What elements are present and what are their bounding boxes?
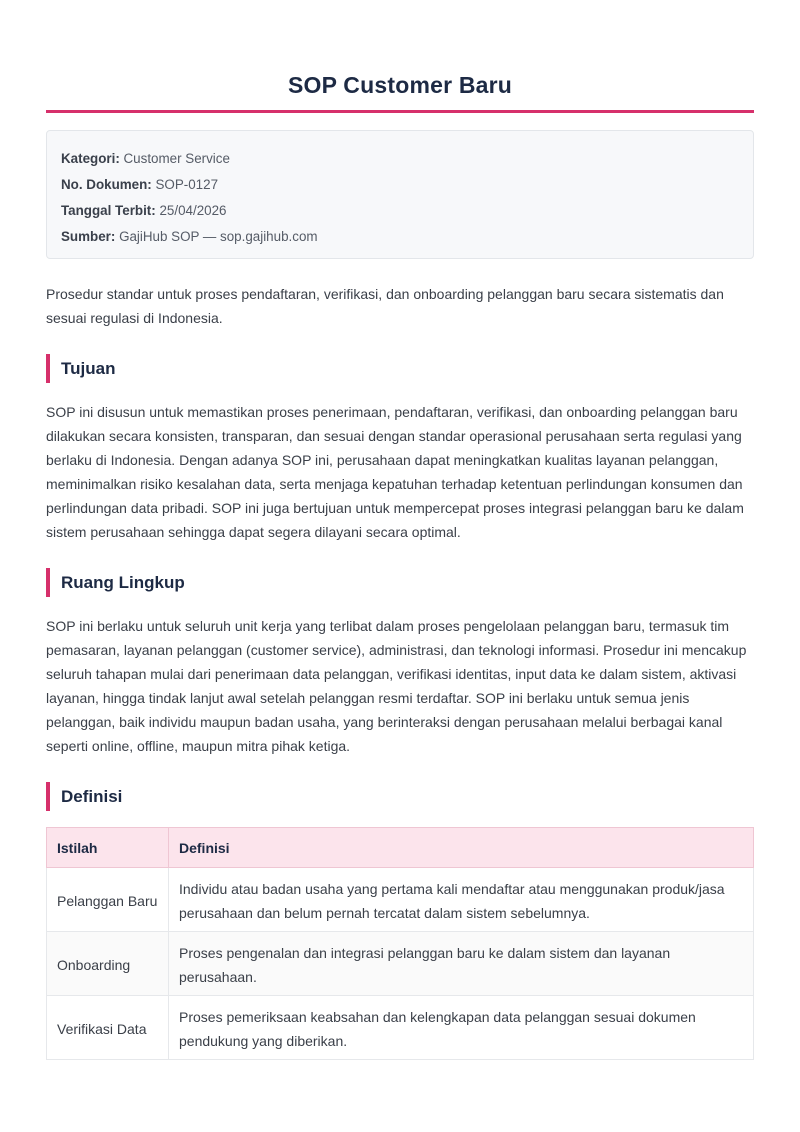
table-row <box>47 868 754 932</box>
metadata-box <box>46 130 754 259</box>
section-heading-tujuan: Tujuan <box>46 354 754 383</box>
meta-kategori-value: Customer Service <box>123 151 230 166</box>
term-cell: Verifikasi Data <box>47 996 169 1060</box>
table-header-row <box>47 828 754 868</box>
document-title: SOP Customer Baru <box>287 72 513 98</box>
meta-tanggal-label: Tanggal Terbit: <box>61 203 156 218</box>
section-heading-ruang-lingkup: Ruang Lingkup <box>46 568 754 597</box>
column-header-istilah: Istilah <box>47 828 169 868</box>
term-cell: Onboarding <box>47 932 169 996</box>
meta-kategori <box>61 146 739 172</box>
section-heading-definisi: Definisi <box>46 782 754 811</box>
meta-tanggal-value: 25/04/2026 <box>159 203 227 218</box>
intro-paragraph: Prosedur standar untuk proses pendaftaran, verifikasi, dan onboarding pelanggan baru secara sistematis dan sesuai regulasi di Indonesia. <box>46 286 724 326</box>
meta-sumber-label: Sumber: <box>61 229 116 244</box>
definition-cell: Proses pemeriksaan keabsahan dan kelengkapan data pelanggan sesuai dokumen pendukung yang diberikan. <box>169 996 754 1060</box>
definition-cell: Proses pengenalan dan integrasi pelanggan baru ke dalam sistem dan layanan perusahaan. <box>169 932 754 996</box>
meta-dokumen-label: No. Dokumen: <box>61 177 152 192</box>
title-divider <box>46 110 754 113</box>
definitions-table <box>46 827 754 1060</box>
table-row <box>47 932 754 996</box>
meta-sumber <box>61 224 739 250</box>
section-body-tujuan: SOP ini disusun untuk memastikan proses penerimaan, pendaftaran, verifikasi, dan onboarding pelanggan baru dilakukan secara konsisten, transparan, dan sesuai dengan standar operasional perusahaan serta regulasi yang berlaku di Indonesia. Dengan adanya SOP ini, perusahaan dapat meningkatkan kualitas layanan pelanggan, meminimalkan risiko kesalahan data, serta menjaga kepatuhan terhadap ketentuan perlindungan konsumen dan perlindungan data pribadi. SOP ini juga bertujuan untuk mempercepat proses integrasi pelanggan baru ke dalam sistem perusahaan sehingga dapat segera dilayani secara optimal. <box>46 404 744 540</box>
definition-cell: Individu atau badan usaha yang pertama kali mendaftar atau menggunakan produk/jasa perusahaan dan belum pernah tercatat dalam sistem sebelumnya. <box>169 868 754 932</box>
table-row <box>47 996 754 1060</box>
meta-dokumen <box>61 172 739 198</box>
term-cell: Pelanggan Baru <box>47 868 169 932</box>
column-header-definisi: Definisi <box>169 828 754 868</box>
meta-tanggal <box>61 198 739 224</box>
meta-kategori-label: Kategori: <box>61 151 120 166</box>
section-body-ruang-lingkup: SOP ini berlaku untuk seluruh unit kerja yang terlibat dalam proses pengelolaan pelanggan baru, termasuk tim pemasaran, layanan pelanggan (customer service), administrasi, dan teknologi informasi. Prosedur ini mencakup seluruh tahapan mulai dari penerimaan data pelanggan, verifikasi identitas, input data ke dalam sistem, aktivasi layanan, hingga tindak lanjut awal setelah pelanggan resmi terdaftar. SOP ini berlaku untuk semua jenis pelanggan, baik individu maupun badan usaha, yang berinteraksi dengan perusahaan melalui berbagai kanal seperti online, offline, maupun mitra pihak ketiga. <box>46 618 747 754</box>
meta-sumber-value: GajiHub SOP — sop.gajihub.com <box>119 229 318 244</box>
meta-dokumen-value: SOP-0127 <box>155 177 219 192</box>
